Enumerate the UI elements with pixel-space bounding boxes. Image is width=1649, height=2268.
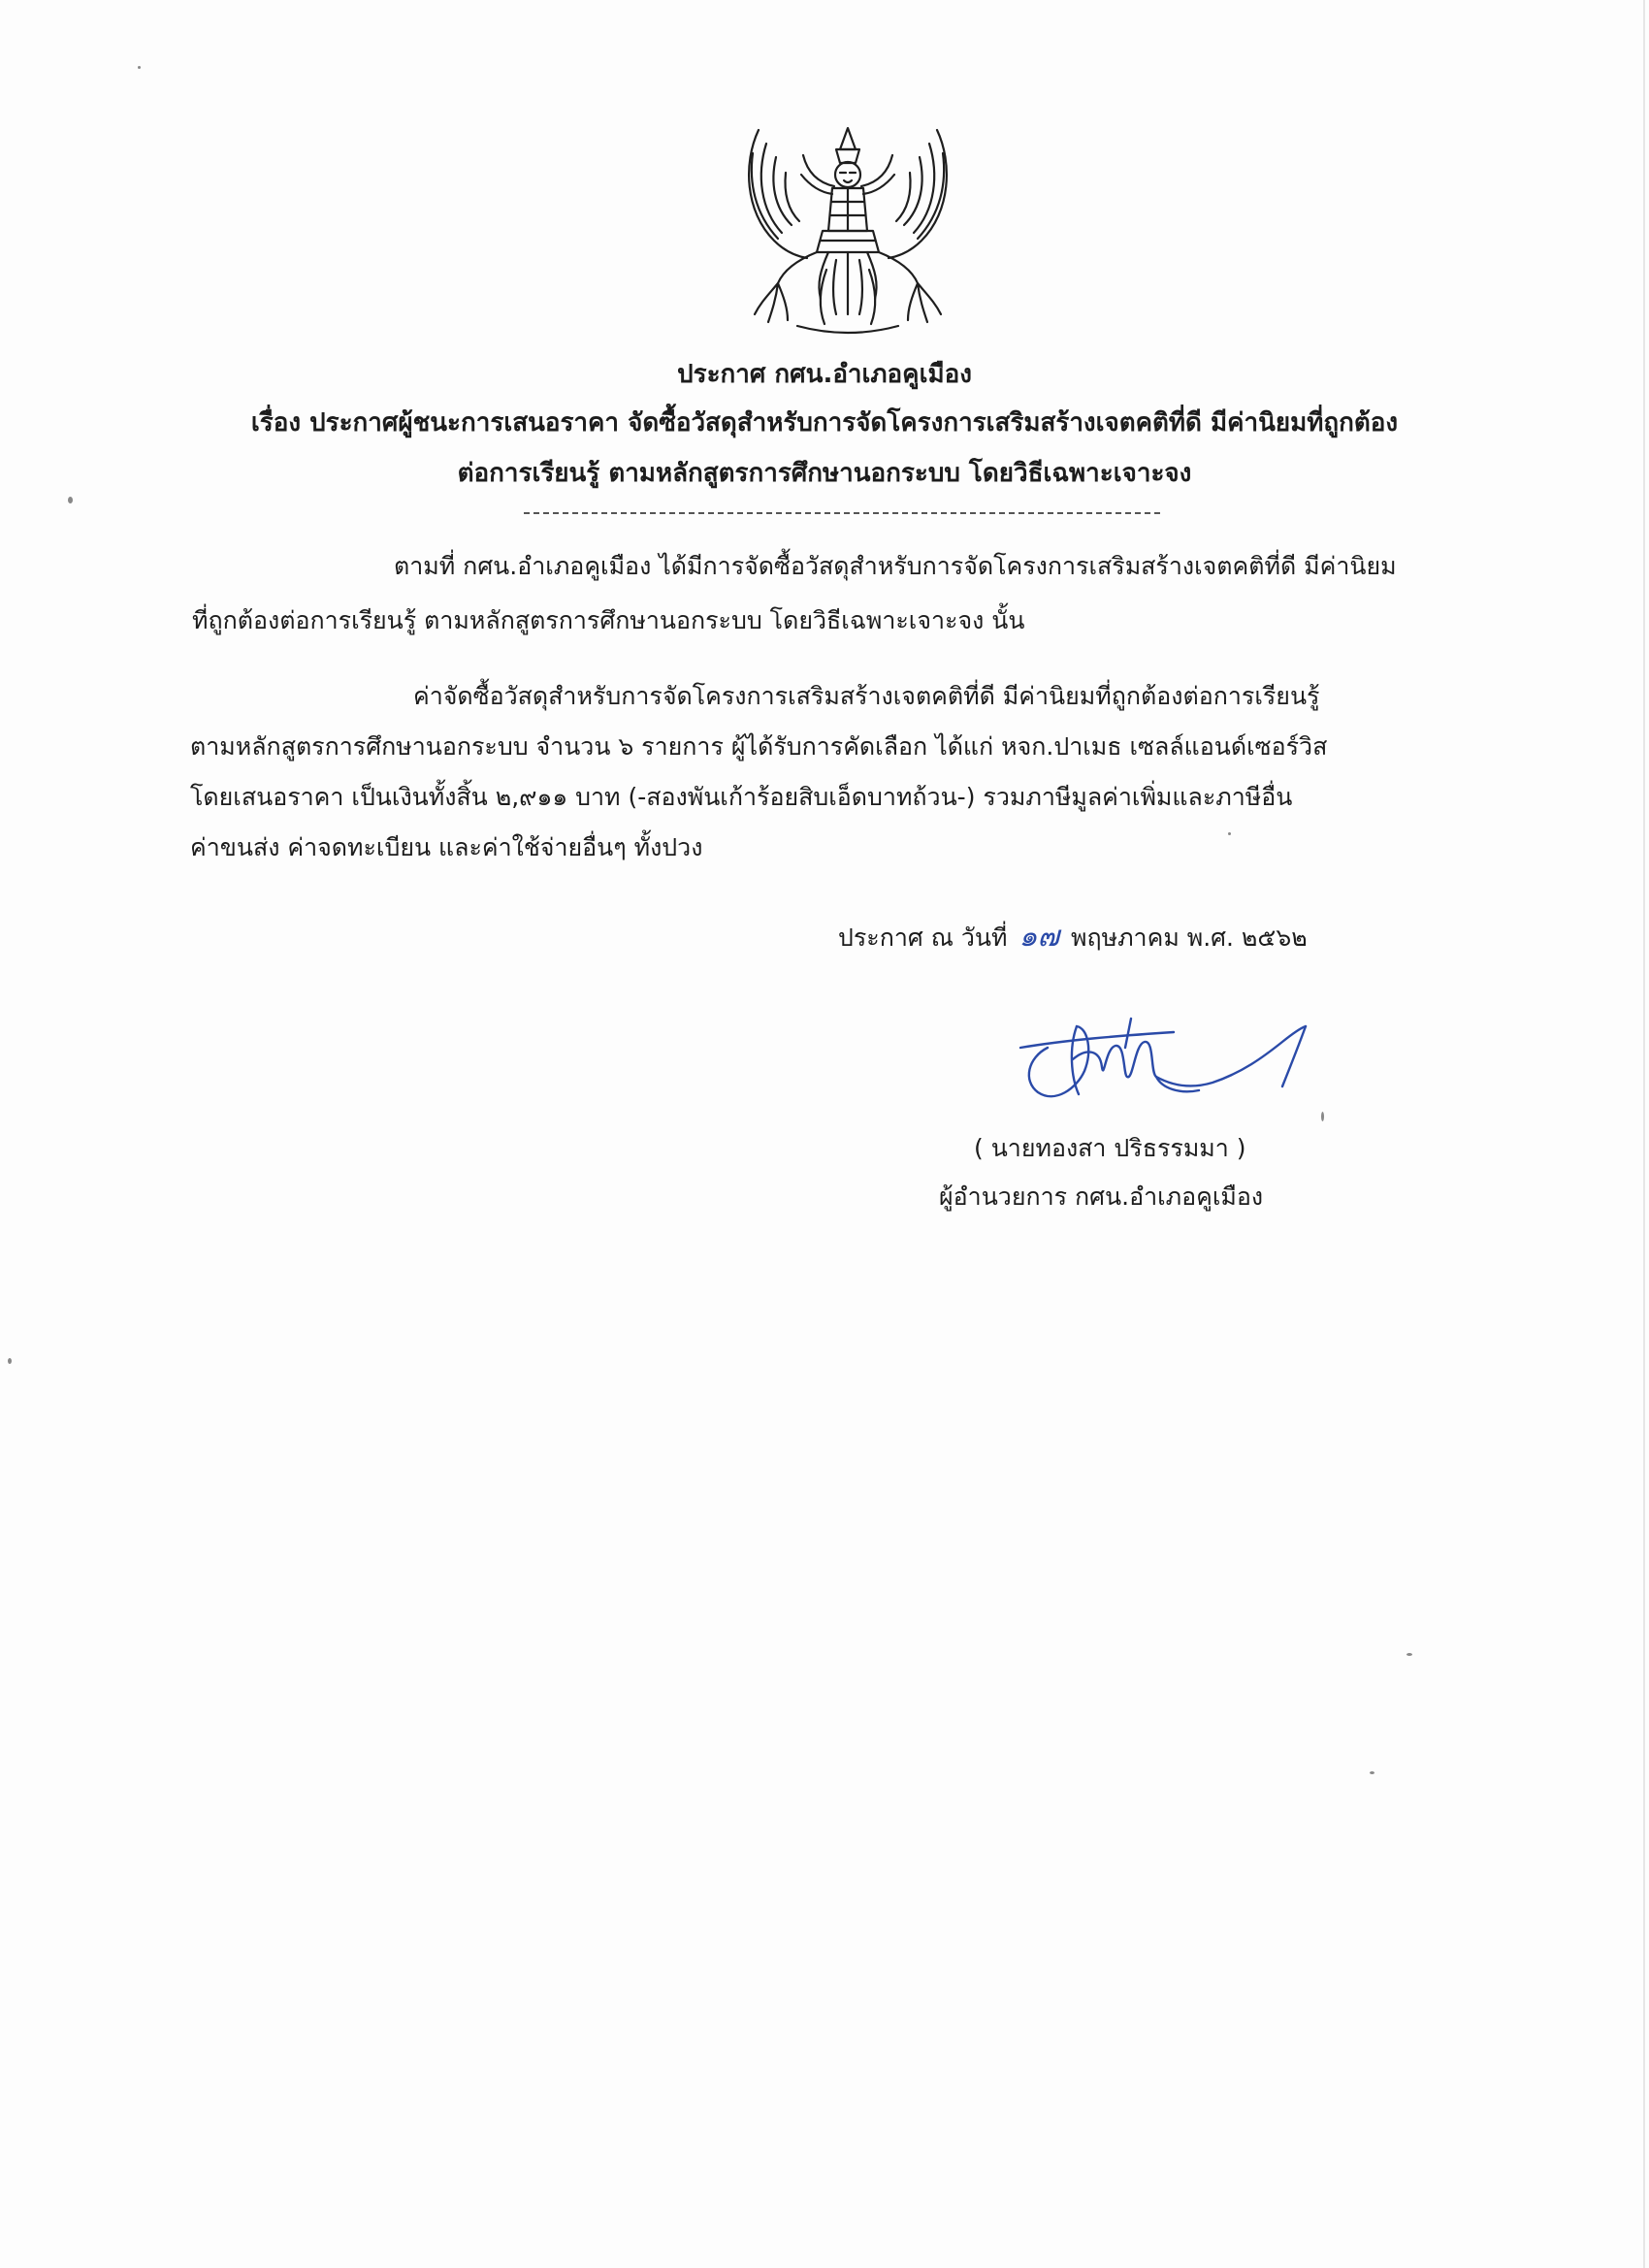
subject-line-2: ต่อการเรียนรู้ ตามหลักสูตรการศึกษานอกระบบ โดยวิธีเฉพาะเจาะจง bbox=[457, 459, 1192, 488]
scan-speck bbox=[8, 1358, 12, 1364]
garuda-emblem-icon bbox=[739, 124, 956, 340]
announcement-date bbox=[838, 920, 1308, 956]
signatory-name: ( นายทองสา ปริธรรมมา ) bbox=[974, 1134, 1246, 1162]
date-prefix: ประกาศ ณ วันที่ bbox=[838, 923, 1008, 952]
dashed-divider bbox=[524, 512, 1160, 514]
scan-speck bbox=[1406, 1653, 1412, 1656]
scan-speck bbox=[138, 66, 141, 69]
paragraph-2-line-1: ค่าจัดซื้อวัสดุสำหรับการจัดโครงการเสริมสร้างเจตคติที่ดี มีค่านิยมที่ถูกต้องต่อการเรียนรู้ bbox=[413, 682, 1320, 710]
paragraph-1-line-1: ตามที่ กศน.อำเภอคูเมือง ได้มีการจัดซื้อวัสดุสำหรับการจัดโครงการเสริมสร้างเจตคติที่ดี มีค่านิยม bbox=[394, 552, 1397, 580]
scan-speck bbox=[1321, 1112, 1324, 1121]
paragraph-1-line-2: ที่ถูกต้องต่อการเรียนรู้ ตามหลักสูตรการศึกษานอกระบบ โดยวิธีเฉพาะเจาะจง นั้น bbox=[192, 606, 1025, 634]
paragraph-2-line-4: ค่าขนส่ง ค่าจดทะเบียน และค่าใช้จ่ายอื่นๆ ทั้งปวง bbox=[190, 833, 703, 861]
date-month-year: พฤษภาคม พ.ศ. ๒๕๖๒ bbox=[1070, 923, 1308, 952]
subject-line-1: เรื่อง ประกาศผู้ชนะการเสนอราคา จัดซื้อวัสดุสำหรับการจัดโครงการเสริมสร้างเจตคติที่ดี มีค่านิยมที่ถูกต้อง bbox=[250, 408, 1399, 437]
date-day-handwritten: ๑๗ bbox=[1018, 920, 1060, 954]
handwritten-signature-icon bbox=[1009, 980, 1319, 1125]
paragraph-2-line-3: โดยเสนอราคา เป็นเงินทั้งสิ้น ๒,๙๑๑ บาท (-สองพันเก้าร้อยสิบเอ็ดบาทถ้วน-) รวมภาษีมูลค่าเพิ่มและภาษีอื่น bbox=[190, 783, 1293, 811]
paragraph-2-line-2: ตามหลักสูตรการศึกษานอกระบบ จำนวน ๖ รายการ ผู้ได้รับการคัดเลือก ได้แก่ หจก.ปาเมธ เซลล์แอนด์เซอร์วิส bbox=[190, 732, 1328, 761]
scan-speck bbox=[68, 497, 73, 503]
signatory-position: ผู้อำนวยการ กศน.อำเภอคูเมือง bbox=[939, 1183, 1264, 1211]
announcement-title: ประกาศ กศน.อำเภอคูเมือง bbox=[677, 360, 972, 389]
scan-edge-line bbox=[1643, 0, 1645, 2268]
scan-speck bbox=[1228, 832, 1231, 835]
scan-speck bbox=[1370, 1771, 1374, 1774]
